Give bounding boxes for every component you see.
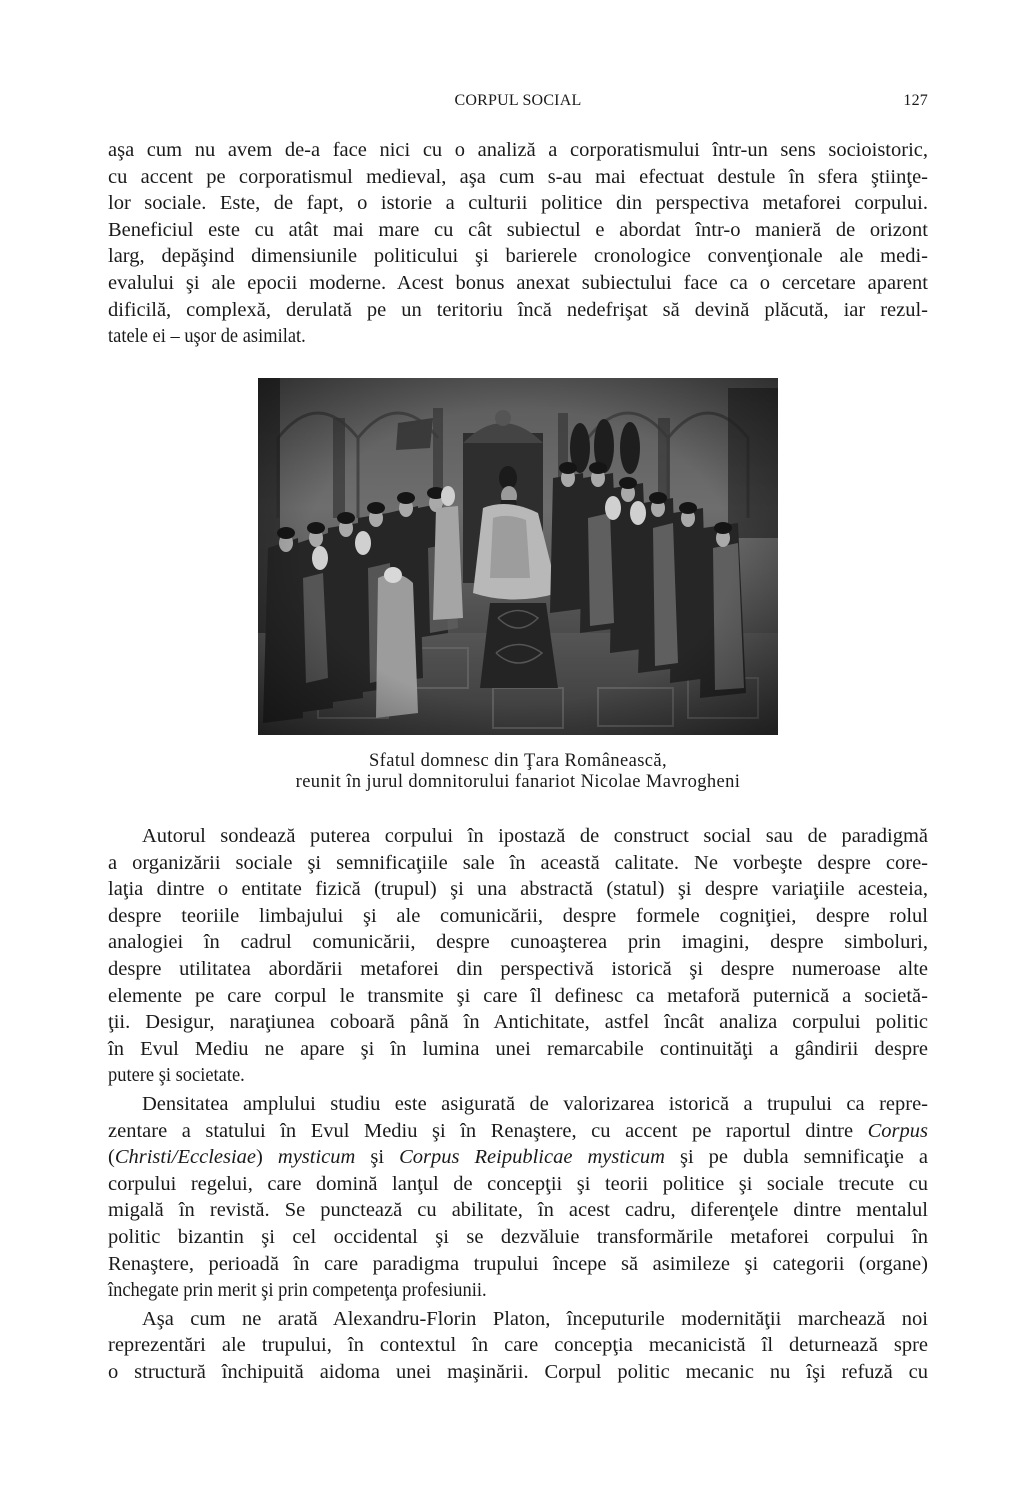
- text-line: laţia dintre o entitate fizică (trupul) şi una abstractă (statul) şi despre variaţiile acesteia,: [108, 878, 928, 901]
- italic-term: Corpus Reipublicae mysticum: [399, 1146, 665, 1169]
- text-segment: şi pe dubla semnificaţie a: [664, 1146, 928, 1169]
- text-line: dificilă, complexă, derulată pe un teritoriu încă nedefrişat să devină plăcută, iar rezul-: [108, 298, 928, 321]
- page-number: 127: [903, 92, 928, 109]
- italic-term: Christi/Ecclesiae: [114, 1146, 257, 1169]
- text-line: o structură închipuită aidoma unei maşinării. Corpul politic mecanic nu îşi refuză cu: [108, 1360, 928, 1383]
- text-line: despre teoriile limbajului şi ale comunicării, despre formele cogniţiei, despre rolul: [108, 904, 928, 927]
- figure-caption: [108, 751, 928, 793]
- caption-line-2: reunit în jurul domnitorului fanariot Nicolae Mavrogheni: [295, 772, 741, 792]
- italic-term: Corpus: [867, 1119, 928, 1142]
- figure-painting: [258, 378, 778, 735]
- text-line: tatele ei – uşor de asimilat.: [108, 325, 306, 348]
- text-segment: şi: [355, 1146, 400, 1169]
- text-line: putere şi societate.: [108, 1064, 245, 1087]
- caption-line-1: Sfatul domnesc din Ţara Românească,: [368, 751, 668, 771]
- text-line: politic bizantin şi cel occidental şi se dezvăluie transformările metaforei corpului în: [108, 1225, 928, 1248]
- running-title: CORPUL SOCIAL: [454, 92, 582, 109]
- text-line: Autorul sondează puterea corpului în ipostază de construct social sau de paradigmă: [142, 825, 928, 847]
- text-line: despre utilitatea abordării metaforei din perspectivă istorică şi despre numeroase alte: [108, 957, 928, 980]
- text-line: Densitatea amplului studiu este asigurată de valorizarea istorică a trupului ca repre-: [142, 1092, 928, 1115]
- text-line: închegate prin merit şi prin competenţa profesiunii.: [108, 1279, 487, 1302]
- text-line: [108, 1144, 928, 1171]
- text-line: ţii. Desigur, naraţiunea coboară până în Antichitate, astfel încât analiza corpului politic: [108, 1011, 928, 1034]
- text-line: cu accent pe corporatismul medieval, aşa cum s-au mai efectuat destule în sfera ştiinţe-: [108, 165, 928, 188]
- text-line: în Evul Mediu ne apare şi în lumina unei remarcabile continuităţi a gândirii despre: [108, 1037, 928, 1060]
- text-line: larg, depăşind dimensiunile politicului şi barierele cronologice convenţionale ale medi-: [108, 245, 928, 268]
- text-segment: zentare a statului în Evul Mediu şi în Renaştere, cu accent pe raportul dintre: [108, 1119, 868, 1142]
- body-text: [108, 823, 928, 1385]
- painting-illustration: [258, 378, 778, 735]
- text-line: evalului şi ale epocii moderne. Acest bonus anexat subiectului face ca o cercetare aparent: [108, 271, 928, 294]
- text-segment: ): [256, 1146, 278, 1169]
- text-line: aşa cum nu avem de-a face nici cu o analiză a corporatismului într-un sens socioistoric,: [108, 139, 928, 161]
- text-line: migală în revistă. Se punctează cu abilitate, în acest cadru, diferenţele dintre mentalul: [108, 1199, 928, 1222]
- text-line: analogiei în cadrul comunicării, despre cunoaşterea prin imagini, despre simboluri,: [108, 931, 928, 954]
- text-line: Renaştere, perioadă în care paradigma trupului începe să asimileze şi categorii (organe): [108, 1252, 928, 1275]
- text-line: reprezentări ale trupului, în contextul în care concepţia mecanicistă îl deturnează spre: [108, 1334, 928, 1357]
- italic-term: mysticum: [277, 1146, 356, 1169]
- text-line: lor sociale. Este, de fapt, o istorie a culturii politice din perspectiva metaforei corpului.: [108, 192, 928, 215]
- text-line: corpului regelui, care domină lanţul de concepţii şi teorii politice şi sociale trecute cu: [108, 1172, 928, 1195]
- text-line: Aşa cum ne arată Alexandru-Florin Platon, începuturile modernităţii marchează noi: [142, 1307, 928, 1330]
- text-line: elemente pe care corpul le transmite şi care îl definesc ca metaforă puternică a societă-: [108, 984, 928, 1007]
- text-line: Beneficiul este cu atât mai mare cu cât subiectul e abordat într-o manieră de orizont: [108, 218, 928, 241]
- text-segment: (: [108, 1146, 115, 1169]
- text-line: [108, 1118, 928, 1145]
- paragraph-continuation: [108, 137, 928, 350]
- text-line: a organizării sociale şi semnificaţiile sale în această calitate. Ne vorbeşte despre core-: [108, 851, 928, 874]
- running-head: [108, 92, 928, 114]
